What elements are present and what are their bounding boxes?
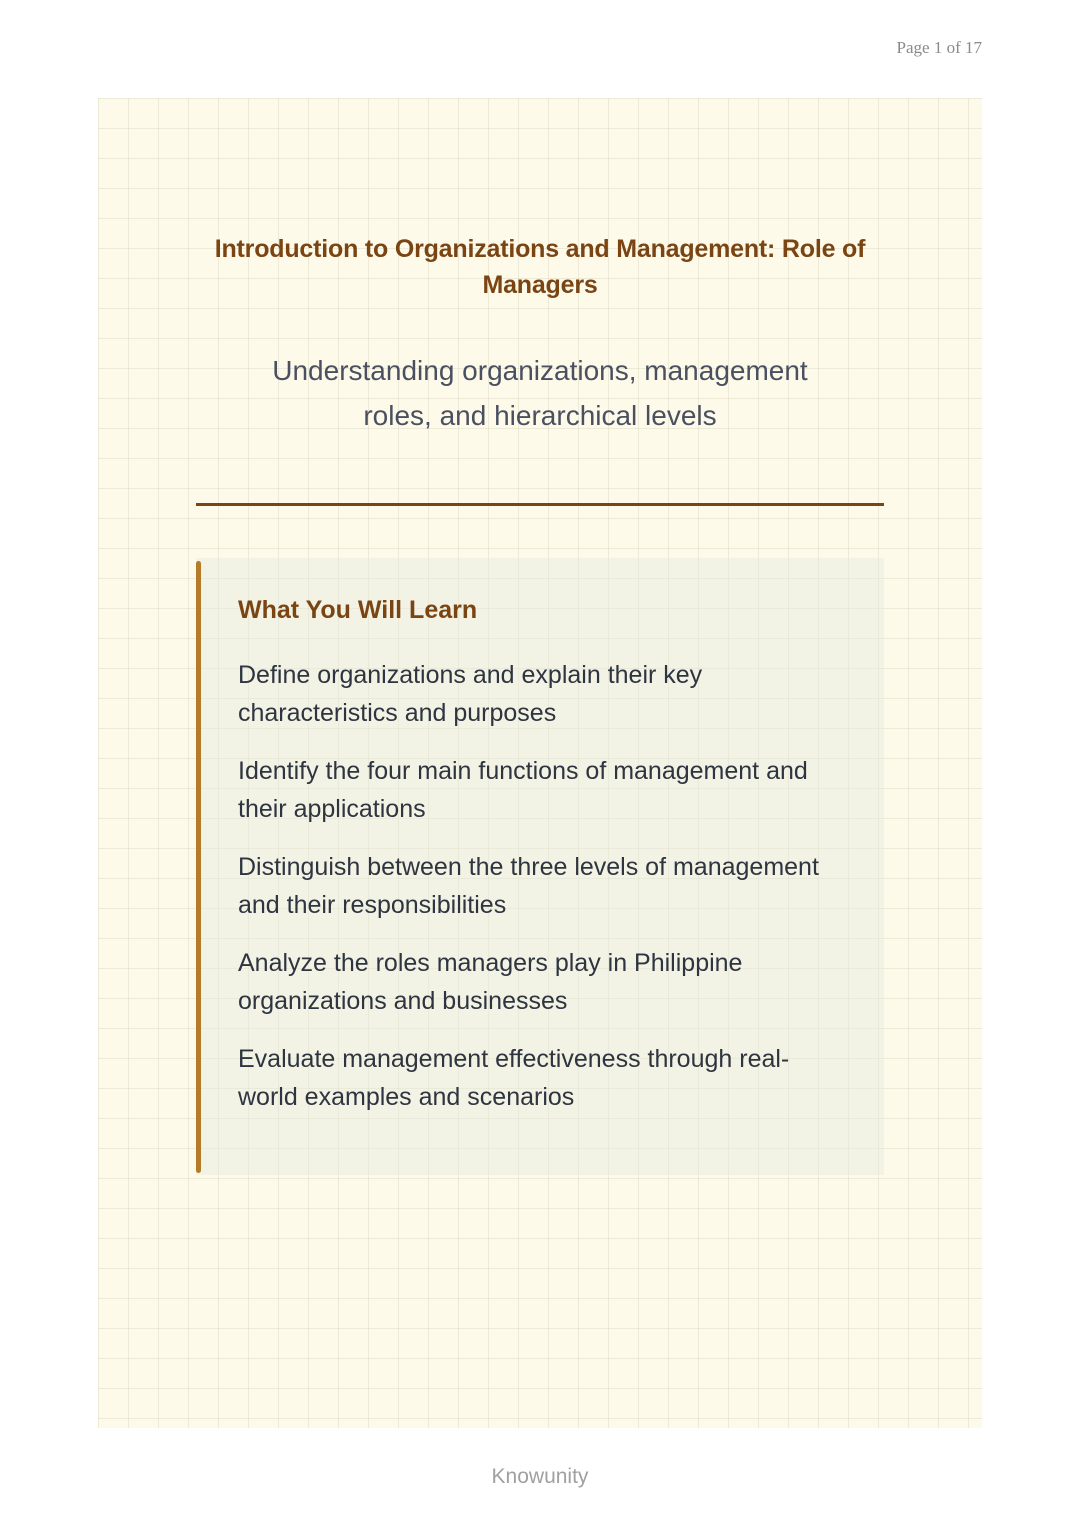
page-number: Page 1 of 17 [896,38,982,57]
list-item: Evaluate management effectiveness through real-world examples and scenarios [238,1045,790,1111]
accent-bar [196,561,201,1173]
learning-objectives-list [238,656,848,1136]
learning-objectives-box [196,558,884,1175]
document-sheet [98,98,982,1428]
list-item: Define organizations and explain their key characteristics and purposes [238,661,703,727]
footer-brand: Knowunity [491,1465,589,1488]
list-item: Identify the four main functions of management and their applications [238,757,808,823]
learning-objectives-heading: What You Will Learn [238,596,478,624]
document-title: Introduction to Organizations and Management: Role of Managers [214,235,866,299]
list-item: Distinguish between the three levels of management and their responsibilities [238,853,819,919]
document-subtitle: Understanding organizations, management roles, and hierarchical levels [272,355,808,431]
list-item: Analyze the roles managers play in Philippine organizations and businesses [238,949,743,1015]
title-divider [196,503,884,506]
